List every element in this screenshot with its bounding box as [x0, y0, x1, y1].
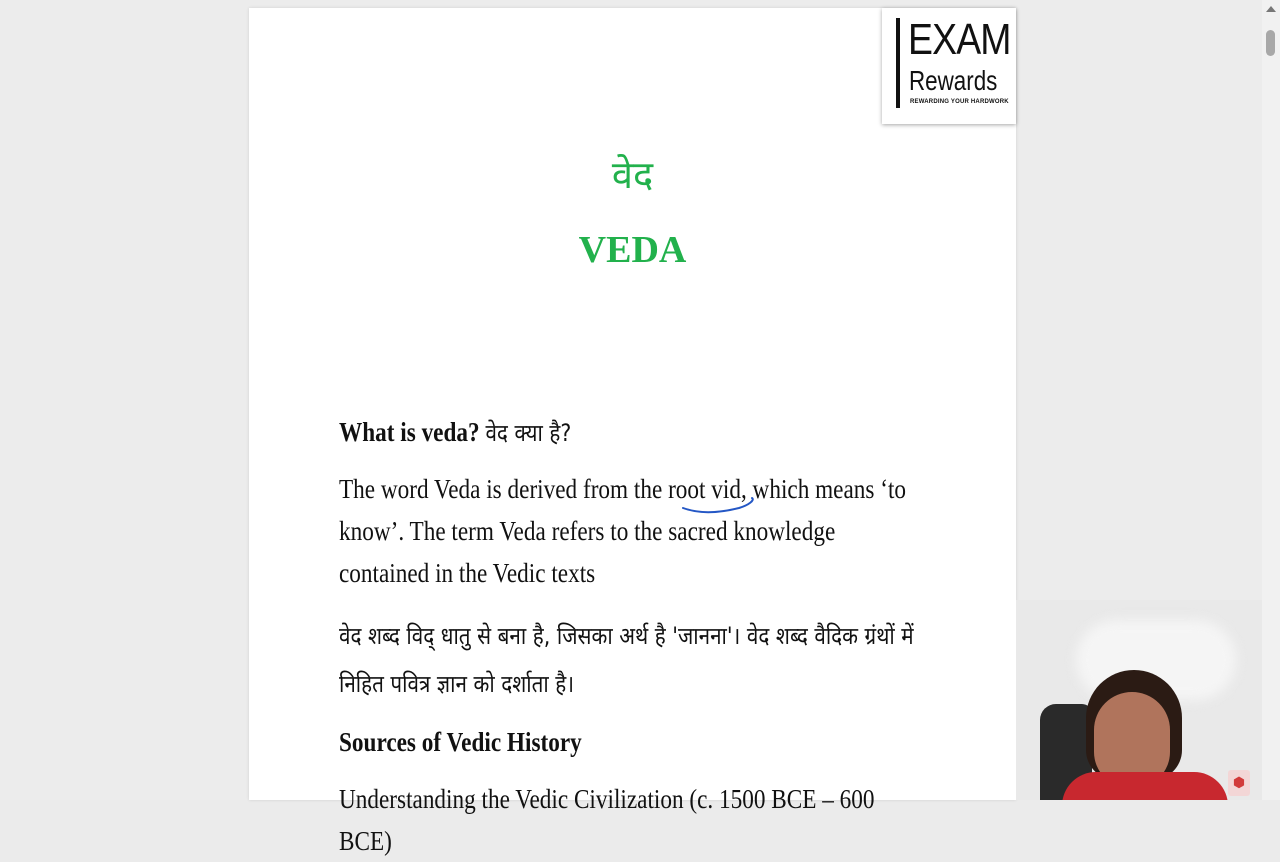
- sources-heading: Sources of Vedic History: [339, 727, 582, 757]
- document-page: [249, 8, 1016, 856]
- scroll-thumb[interactable]: [1266, 30, 1275, 56]
- exam-rewards-logo: [882, 8, 1016, 124]
- presenter-clothing: [1062, 772, 1228, 800]
- logo-tagline: REWARDING YOUR HARDWORK: [910, 99, 1009, 105]
- logo-bar: [896, 18, 900, 108]
- question-hindi: वेद क्या है?: [485, 419, 572, 447]
- title-english: VEDA: [578, 229, 687, 271]
- paragraph-vedic-civilization: Understanding the Vedic Civilization (c. 1500 BCE – 600 BCE): [339, 784, 875, 856]
- vertical-scrollbar[interactable]: [1262, 0, 1280, 800]
- acrobat-pdf-icon[interactable]: ⬢: [1228, 770, 1250, 796]
- logo-exam-text: EXAM: [908, 15, 1011, 64]
- question-heading: [339, 411, 855, 454]
- paragraph-english: The word Veda is derived from the root vid, which means ‘to know’. The term Veda refers to the sacred knowledge contained in the Vedic texts: [339, 474, 907, 588]
- scroll-up-arrow-icon[interactable]: [1266, 6, 1276, 12]
- logo-rewards-text: Rewards: [909, 65, 998, 96]
- title-hindi: वेद: [611, 153, 654, 197]
- paragraph-hindi: वेद शब्द विद् धातु से बना है, जिसका अर्थ है 'जानना'। वेद शब्द वैदिक ग्रंथों में निहित पवित्र ज्ञान को दर्शाता है।: [339, 622, 914, 698]
- question-english: What is veda?: [339, 417, 480, 447]
- webcam-overlay: [1016, 600, 1262, 800]
